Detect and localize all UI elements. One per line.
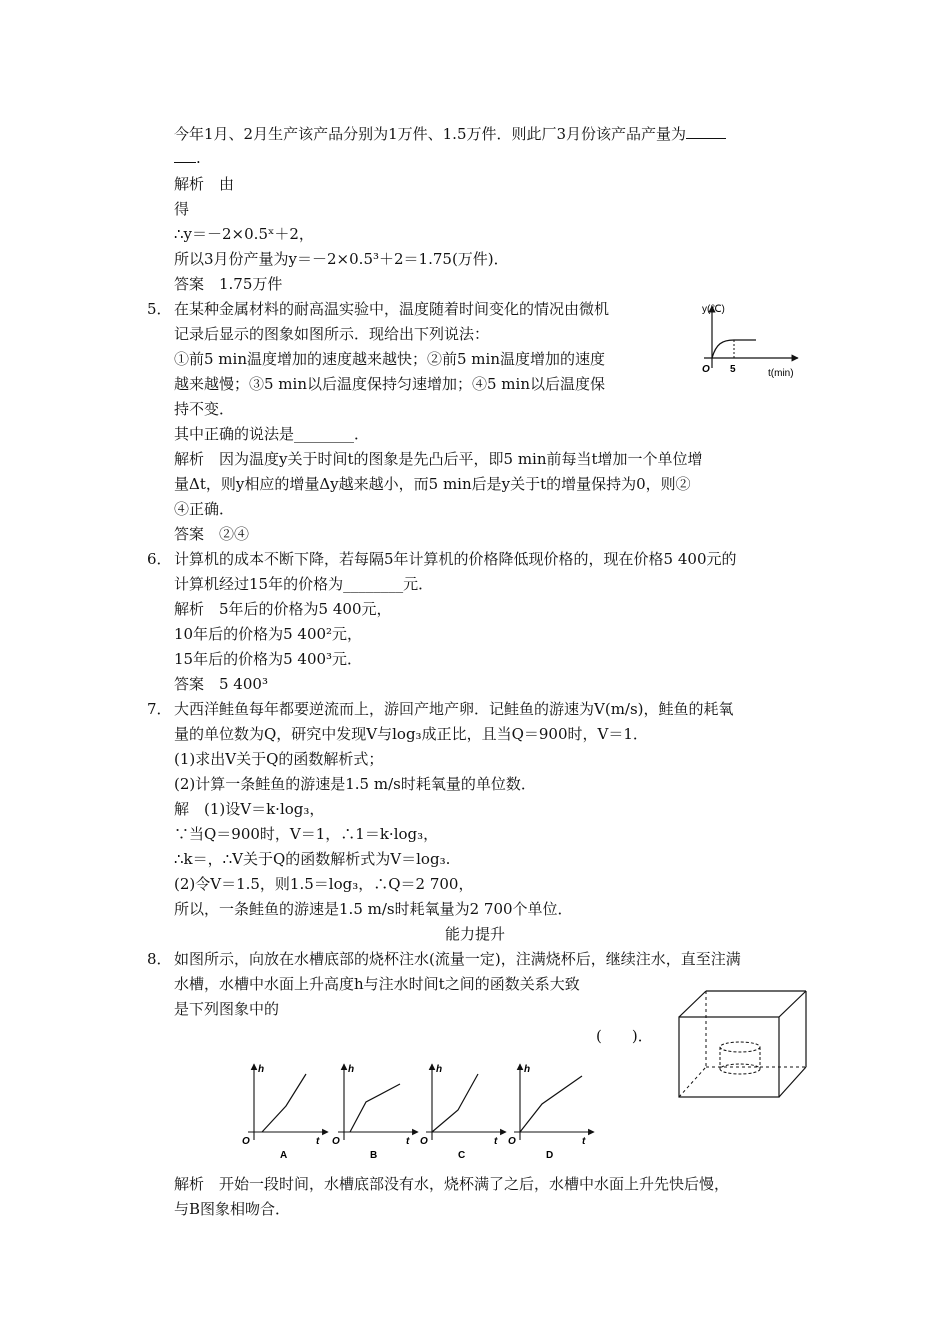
q7-line-4: (2)计算一条鲑鱼的游速是1.5 m/s时耗氧量的单位数． [174,775,536,793]
q4-line-1 [174,124,726,144]
q5-line-3: ①前5 min温度增加的速度越来越快；②前5 min温度增加的速度 [174,350,605,368]
graph-a-caption: A [280,1150,288,1161]
q6-analysis-2: 10年后的价格为5 400²元， [174,625,363,643]
q4-line-1-text: 今年1月、2月生产该产品分别为1万件、1.5万件．则此厂3月份该产品产量为 [174,125,687,143]
q7-line-2: 量的单位数为Q，研究中发现V与log₃成正比，且当Q＝900时，V＝1． [174,725,648,743]
graph-d [508,1064,594,1161]
q5-y-label: y(℃) [702,304,725,315]
q8-line-2: 水槽，水槽中水面上升高度h与注水时间t之间的函数关系大致 [174,975,580,993]
q6-line-2: 计算机经过15年的价格为________元． [174,575,434,593]
q8-analysis-2: 与B图象相吻合． [174,1200,291,1218]
graph-a-t-label: t [316,1136,320,1147]
q4-analysis-3: ∴y＝－2×0.5ˣ＋2， [174,225,314,243]
q4-answer: 答案 1.75万件 [174,275,283,293]
q8-line-3: 是下列图象中的 [174,1000,280,1018]
graph-d-caption: D [546,1150,554,1161]
q4-analysis-2: 得 [174,200,190,218]
graph-b-h-label: h [348,1064,355,1075]
q4-line-2-tail: . [196,149,201,167]
q7-number: 7． [147,700,172,718]
graph-b-line [350,1084,400,1132]
q5-line-6: 其中正确的说法是________． [174,425,370,443]
q7-solution-1: 解 (1)设V＝k·log₃， [174,800,325,818]
q4-analysis-4: 所以3月份产量为y＝－2×0.5³＋2＝1.75(万件)． [174,250,509,268]
q8-tank-figure [676,987,812,1103]
q4-answer-blank-cont [174,148,196,163]
q7-line-1: 大西洋鲑鱼每年都要逆流而上，游回产地产卵．记鲑鱼的游速为V(m/s)，鲑鱼的耗氧 [174,700,734,718]
q4-line-2 [174,148,201,168]
q5-analysis-2: 量Δt，则y相应的增量Δy越来越小，而5 min后是y关于t的增量保持为0，则② [174,475,691,493]
q5-temperature-figure [690,300,815,380]
q8-choice-brackets: ( )． [596,1027,653,1045]
graph-c-line [432,1074,478,1132]
q7-line-3: (1)求出V关于Q的函数解析式； [174,750,384,768]
q5-tick-5: 5 [730,364,736,375]
graph-b [332,1064,418,1161]
graph-c-caption: C [458,1150,466,1161]
q5-analysis-3: ④正确． [174,500,235,518]
q8-line-1: 如图所示，向放在水槽底部的烧杯注水(流量一定)，注满烧杯后，继续注水，直至注满 [174,950,741,968]
q5-line-1: 在某种金属材料的耐高温实验中，温度随着时间变化的情况由微机 [174,300,610,318]
q6-analysis-3: 15年后的价格为5 400³元． [174,650,363,668]
q5-line-5: 持不变． [174,400,235,418]
graph-b-caption: B [370,1150,378,1161]
q4-answer-blank [686,124,726,139]
graph-a-origin: O [242,1136,250,1147]
q5-number: 5． [147,300,172,318]
graph-c-origin: O [420,1136,428,1147]
q5-line-4: 越来越慢；③5 min以后温度保持匀速增加；④5 min以后温度保 [174,375,605,393]
q8-answer-graphs [236,1056,606,1162]
beaker-top [720,1042,760,1052]
q4-analysis-1: 解析 由 [174,175,235,193]
section-heading: 能力提升 [444,925,505,943]
graph-d-line [520,1076,582,1132]
graph-b-origin: O [332,1136,340,1147]
q7-solution-3: ∴k＝，∴V关于Q的函数解析式为V＝log₃. [174,850,451,868]
graph-a [242,1064,328,1161]
q5-origin: O [702,364,710,375]
q5-x-label: t(min) [768,368,794,379]
graph-c-t-label: t [494,1136,498,1147]
q7-solution-2: ∵当Q＝900时，V＝1，∴1＝k·log₃， [174,825,439,843]
beaker-bottom [720,1064,760,1074]
q6-line-1: 计算机的成本不断下降，若每隔5年计算机的价格降低现价格的，现在价格5 400元的 [174,550,737,568]
q6-analysis-1: 解析 5年后的价格为5 400元， [174,600,392,618]
graph-c-h-label: h [436,1064,443,1075]
graph-a-line [262,1074,306,1132]
graph-d-origin: O [508,1136,516,1147]
graph-d-h-label: h [524,1064,531,1075]
q6-answer: 答案 5 400³ [174,675,268,693]
q7-solution-5: 所以，一条鲑鱼的游速是1.5 m/s时耗氧量为2 700个单位． [174,900,573,918]
q5-line-2: 记录后显示的图象如图所示．现给出下列说法： [174,325,490,343]
graph-b-t-label: t [406,1136,410,1147]
graph-a-h-label: h [258,1064,265,1075]
graph-d-t-label: t [582,1136,586,1147]
q8-analysis-1: 解析 开始一段时间，水槽底部没有水，烧杯满了之后，水槽中水面上升先快后慢， [174,1175,730,1193]
q5-analysis-1: 解析 因为温度y关于时间t的图象是先凸后平，即5 min前每当t增加一个单位增 [174,450,703,468]
q8-number: 8． [147,950,172,968]
q6-number: 6． [147,550,172,568]
q7-solution-4: (2)令V＝1.5，则1.5＝log₃，∴Q＝2 700， [174,875,474,893]
graph-c [420,1064,506,1161]
q5-answer: 答案 ②④ [174,525,250,543]
